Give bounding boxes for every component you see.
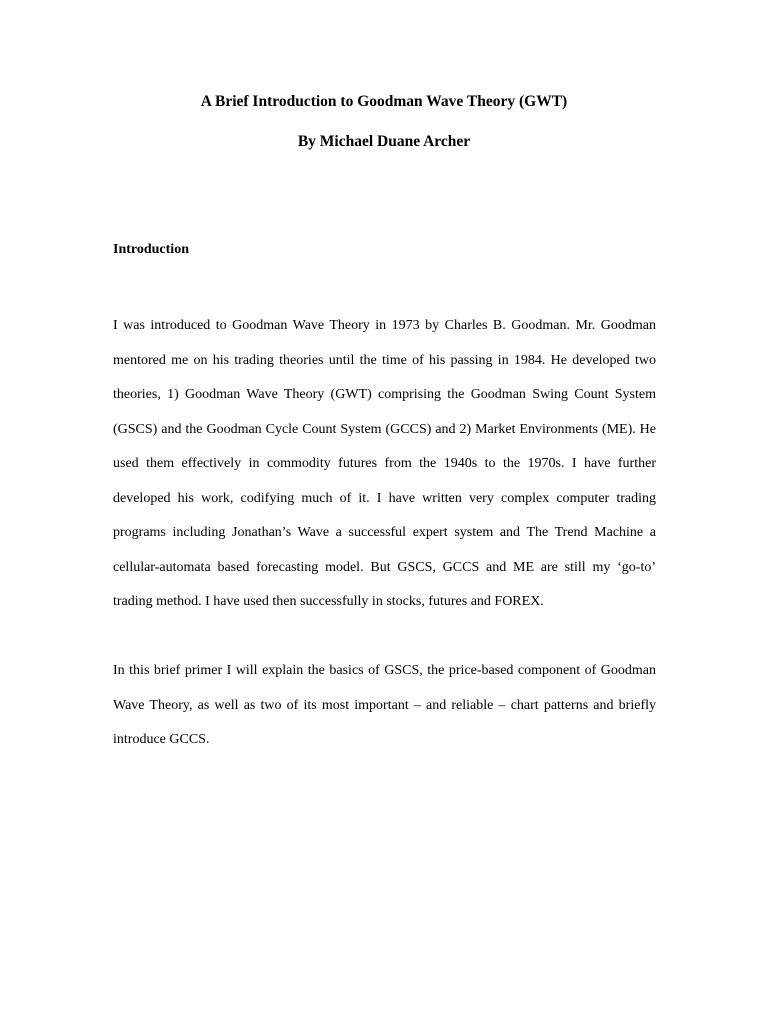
author-line: By Michael Duane Archer	[297, 133, 471, 150]
paragraph: In this brief primer I will explain the basics of GSCS, the price-based component of Goodman Wave Theory, as well as two of its most important – and reliable – chart patterns and briefly introduce GCCS.	[113, 663, 656, 747]
paragraph: I was introduced to Goodman Wave Theory in 1973 by Charles B. Goodman. Mr. Goodman mentored me on his trading theories until the time of his passing in 1984. He developed two theories, 1) Goodman Wave Theory (GWT) comprising the Goodman Swing Count System (GSCS) and the Goodman Cycle Count System (GCCS) and 2) Market Environments (ME). He used them effectively in commodity futures from the 1940s to the 1970s. I have further developed his work, codifying much of it. I have written very complex computer trading programs including Jonathan’s Wave a successful expert system and The Trend Machine a cellular-automata based forecasting model. But GSCS, GCCS and ME are still my ‘go-to’ trading method. I have used then successfully in stocks, futures and FOREX.	[113, 318, 656, 609]
section-heading: Introduction	[113, 242, 189, 257]
document-title: A Brief Introduction to Goodman Wave Theory (GWT)	[200, 93, 568, 110]
